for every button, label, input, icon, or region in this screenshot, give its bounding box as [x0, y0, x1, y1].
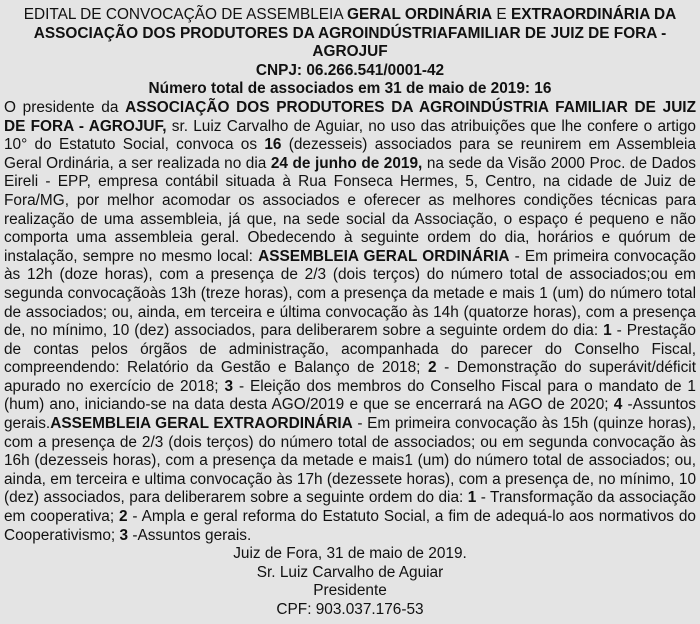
- body-segment: -Assuntos gerais.: [4, 396, 696, 433]
- title-part-4: EXTRAORDINÁRIA DA ASSOCIAÇÃO DOS PRODUTORES DA AGROINDÚSTRIAFAMILIAR DE JUIZ DE FORA - AGROJUF: [33, 6, 677, 61]
- association-name: ASSOCIAÇÃO DOS PRODUTORES DA AGROINDÚSTRIA FAMILIAR DE JUIZ DE FORA - AGROJUF,: [4, 98, 696, 135]
- body-segment: na sede da Visão 2000 Proc. de Dados Eireli - EPP, empresa contábil situada à Rua Fonseca Hermes, 5, Centro, na cidade de Juiz de Fora/MG, por melhor acomodar os associados e oferecer as melhores condições técnicas para realização de uma assembleia, já que, na sede social da Associação, o espaço é pequeno e não comporta uma assembleia geral. Obedecendo à seguinte ordem do dia, horários e quórum de instalação, sempre no mesmo local:: [4, 154, 697, 265]
- signer-name: Sr. Luiz Carvalho de Aguiar: [256, 563, 444, 581]
- total-members: Número total de associados em 31 de maio de 2019: 16: [148, 80, 552, 98]
- ordinary-assembly-heading: ASSEMBLEIA GERAL ORDINÁRIA: [258, 247, 510, 265]
- cnpj: CNPJ: 06.266.541/0001-42: [255, 61, 445, 79]
- agenda-number: 1: [467, 489, 477, 507]
- signature-block: [4, 545, 696, 619]
- meeting-date: 24 de junho de 2019,: [270, 154, 423, 172]
- total-members-line: [4, 80, 696, 99]
- title-part-1: EDITAL DE CONVOCAÇÃO DE ASSEMBLEIA: [23, 6, 348, 23]
- notice-title: [4, 6, 696, 62]
- agenda-number: 3: [224, 377, 234, 395]
- body-segment: - Demonstração do superávit/déficit apurado no exercício de 2018;: [4, 359, 696, 395]
- signer-cpf: CPF: 903.037.176-53: [276, 601, 424, 618]
- body-segment: O presidente da: [4, 98, 126, 116]
- signer-role: Presidente: [313, 582, 387, 600]
- title-part-2: GERAL ORDINÁRIA: [347, 6, 493, 23]
- extraordinary-assembly-heading: ASSEMBLEIA GERAL EXTRAORDINÁRIA: [50, 415, 353, 433]
- body-segment: sr. Luiz Carvalho de Aguiar, no uso das atribuições que lhe confere o artigo 10° do Estatuto Social, convoca os: [4, 117, 696, 154]
- agenda-number: 3: [119, 526, 129, 544]
- agenda-number: 2: [118, 508, 128, 526]
- agenda-number: 4: [613, 396, 623, 414]
- cnpj-line: [4, 62, 696, 81]
- agenda-number: 1: [603, 322, 612, 340]
- body-segment: - Prestação de contas pelos órgãos de administração, acompanhada do parecer do Conselho Fiscal, compreendendo: Relatório da Gestão e Balanço de 2018;: [4, 322, 696, 377]
- body-segment: - Ampla e geral reforma do Estatuto Social, a fim de adequá-lo aos normativos do Cooperativismo;: [4, 508, 696, 544]
- agenda-number: 2: [428, 359, 437, 377]
- body-segment: -Assuntos gerais.: [128, 526, 252, 544]
- body-segment: - Em primeira convocação às 12h (doze horas), com a presença de 2/3 (dois terços) do número total de associados;ou em segunda convocaçãoàs 13h (treze horas), com a presença da metade e mais 1 (um) do número total de associados; ou, ainda, em terceira e última convocação às 14h (quatorze horas), com a presença de, no mínimo, 10 (dez) associados, para deliberarem sobre a seguinte ordem do dia:: [4, 247, 696, 340]
- place-date: Juiz de Fora, 31 de maio de 2019.: [233, 545, 467, 563]
- body-segment: - Em primeira convocação às 15h (quinze horas), com a presença de 2/3 (dois terços) do número total de associados; ou em segunda convocação às 16h (dezesseis horas), com a presença da metade e mais1 (um) do número total de associados; ou, ainda, em terceira e ultima convocação às 17h (dezessete horas), com a presença de, no mínimo, 10 (dez) associados, para deliberarem sobre a seguinte ordem do dia:: [4, 415, 696, 507]
- body-segment: (dezesseis) associados para se reunirem em Assembleia Geral Ordinária, a ser realizada no dia: [4, 136, 696, 172]
- member-count: 16: [264, 136, 282, 154]
- body-segment: - Transformação da associação em cooperativa;: [4, 489, 696, 526]
- title-part-3: E: [492, 6, 511, 23]
- notice-body: [4, 99, 696, 545]
- body-segment: - Eleição dos membros do Conselho Fiscal para o mandato de 1 (hum) ano, iniciando-se na data desta AGO/2019 e que se encerrará na AGO de 2020;: [4, 377, 696, 414]
